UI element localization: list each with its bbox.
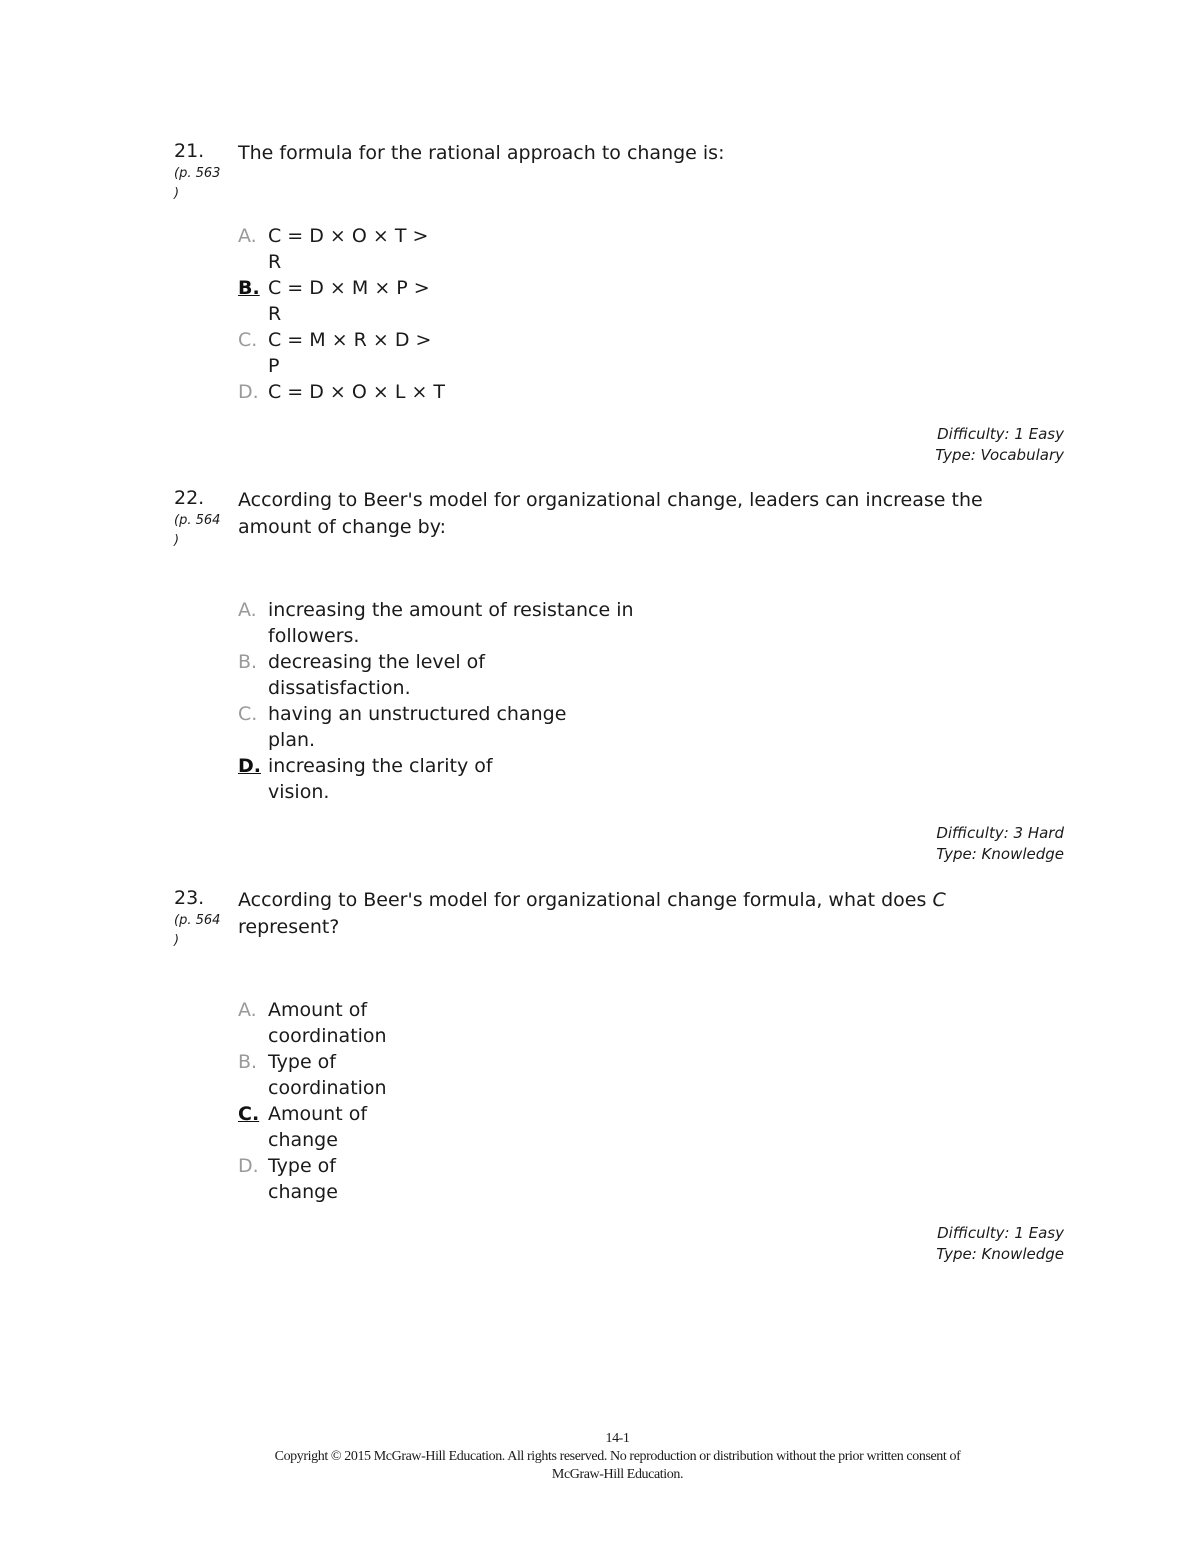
option-text: Type of coordination (268, 1051, 387, 1099)
question-text-part: represent? (238, 916, 340, 938)
question-21 (174, 140, 1064, 464)
option-text: C = D × M × P > R (268, 277, 430, 325)
option-letter: B. (238, 651, 258, 673)
answer-option-a (238, 597, 634, 649)
option-text: C = M × R × D > P (268, 329, 432, 377)
question-23 (174, 887, 1064, 1263)
page-reference: (p. 564 ) (174, 913, 221, 948)
option-text: having an unstructured change plan. (268, 703, 567, 751)
copyright-line: McGraw-Hill Education. (551, 1467, 684, 1482)
answer-option-b (238, 1049, 387, 1101)
answer-option-c (238, 701, 634, 753)
question-text: The formula for the rational approach to change is: (238, 142, 725, 164)
answer-option-d (238, 379, 445, 405)
question-meta (936, 1223, 1064, 1265)
question-header (174, 140, 1064, 201)
question-text-part: According to Beer's model for organizational change formula, what does (238, 889, 933, 911)
answer-option-d (238, 753, 634, 805)
type-label: Type: Knowledge (936, 1245, 1064, 1263)
answer-option-b (238, 275, 445, 327)
question-number: 21. (174, 140, 205, 162)
option-text: Type of change (268, 1155, 338, 1203)
option-letter: C. (238, 703, 258, 725)
option-letter: C. (238, 329, 258, 351)
difficulty-label: Difficulty: 1 Easy (937, 1224, 1064, 1242)
question-meta (936, 823, 1064, 865)
page-reference: (p. 563 ) (174, 166, 221, 201)
option-text: Amount of coordination (268, 999, 387, 1047)
question-meta (935, 424, 1064, 466)
question-header (174, 487, 1064, 548)
answer-options (238, 223, 445, 405)
option-text: C = D × O × L × T (268, 381, 446, 403)
option-text: decreasing the level of dissatisfaction. (268, 651, 485, 699)
question-text-italic: C (932, 889, 946, 911)
answer-option-a (238, 997, 387, 1049)
answer-option-c (238, 1101, 387, 1153)
option-text: increasing the amount of resistance in followers. (268, 599, 634, 647)
option-text: increasing the clarity of vision. (268, 755, 493, 803)
answer-option-a (238, 223, 445, 275)
option-letter-correct: B. (238, 277, 260, 299)
answer-options (238, 997, 387, 1205)
option-letter: B. (238, 1051, 258, 1073)
copyright-line: Copyright © 2015 McGraw-Hill Education. All rights reserved. No reproduction or distribution without the prior written consent of (274, 1449, 961, 1464)
option-letter: D. (238, 381, 259, 403)
answer-options (238, 597, 634, 805)
option-letter-correct: D. (238, 755, 261, 777)
difficulty-label: Difficulty: 1 Easy (937, 425, 1064, 443)
question-number: 22. (174, 487, 205, 509)
option-letter: D. (238, 1155, 259, 1177)
option-letter-correct: C. (238, 1103, 260, 1125)
question-header (174, 887, 1064, 948)
page-number: 14-1 (605, 1431, 630, 1446)
question-text (238, 887, 1038, 941)
type-label: Type: Vocabulary (935, 446, 1064, 464)
option-text: C = D × O × T > R (268, 225, 429, 273)
answer-option-c (238, 327, 445, 379)
option-letter: A. (238, 225, 257, 247)
option-letter: A. (238, 999, 257, 1021)
option-letter: A. (238, 599, 257, 621)
answer-option-b (238, 649, 634, 701)
question-text: According to Beer's model for organizational change, leaders can increase the amount of change by: (238, 489, 983, 538)
difficulty-label: Difficulty: 3 Hard (936, 824, 1064, 842)
option-text: Amount of change (268, 1103, 368, 1151)
page-footer (0, 1430, 1200, 1484)
answer-option-d (238, 1153, 387, 1205)
page-reference: (p. 564 ) (174, 513, 221, 548)
question-22 (174, 487, 1064, 863)
type-label: Type: Knowledge (936, 845, 1064, 863)
question-number: 23. (174, 887, 205, 909)
